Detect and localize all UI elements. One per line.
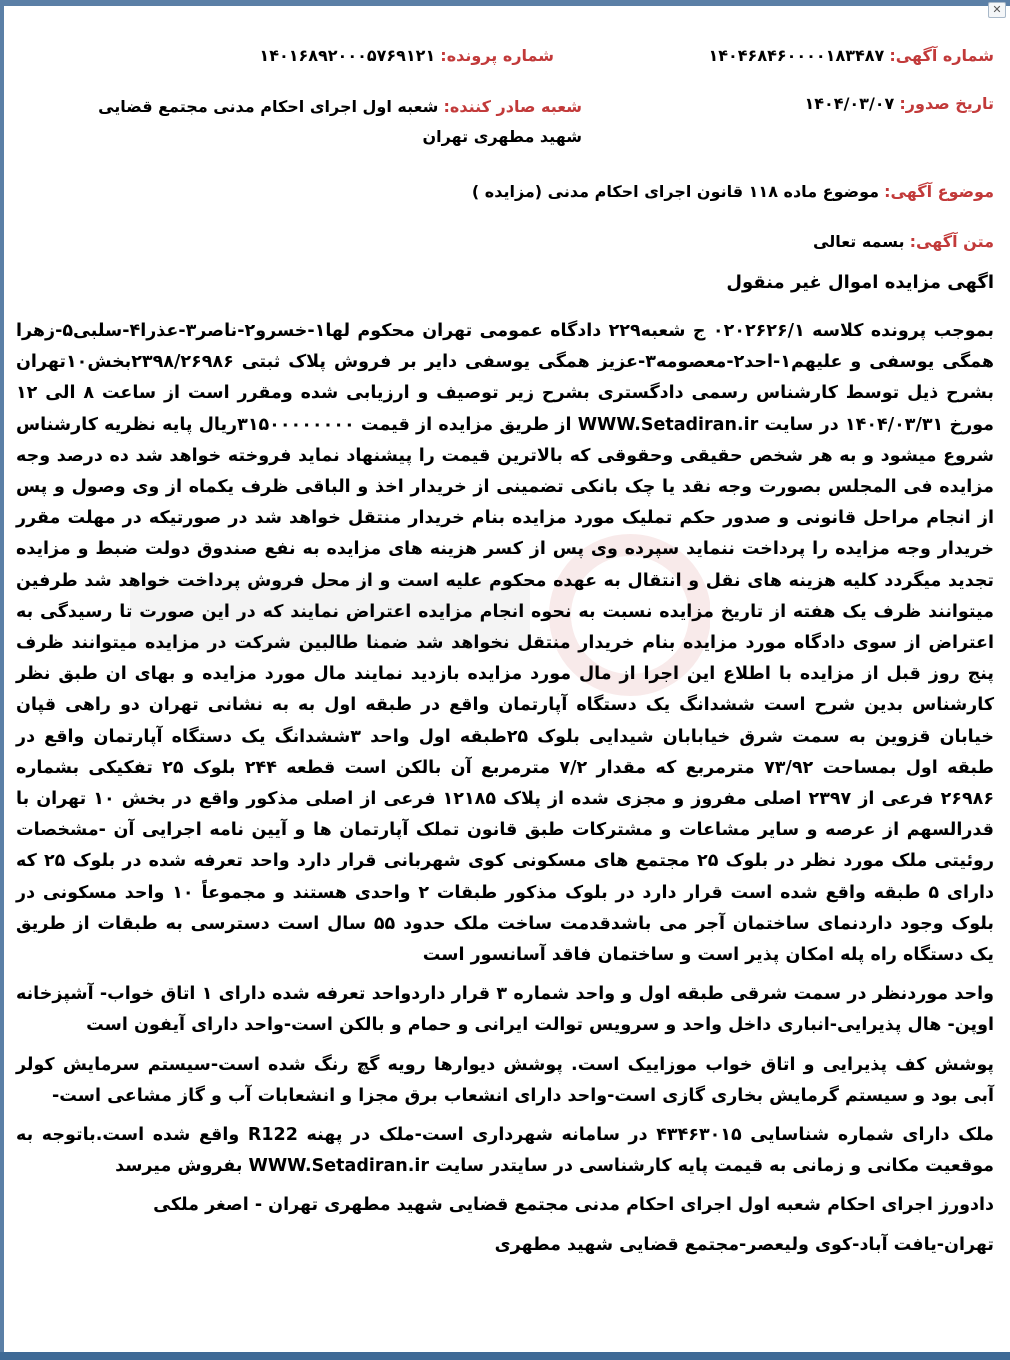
issue-date-row (805, 94, 995, 113)
text-intro-row (813, 232, 994, 251)
issuer-block (62, 92, 582, 152)
issue-date: ۱۴۰۴/۰۳/۰۷ (804, 94, 895, 113)
text-label: متن آگهی: (909, 232, 994, 251)
body-paragraph-1 (16, 316, 994, 971)
issuer-name: شعبه اول اجرای احکام مدنی مجتمع قضایی شهید مطهری تهران (98, 97, 582, 146)
body-paragraph-4-start: ملک دارای شماره شناسایی ۴۳۴۶۳۰۱۵ در سامانه شهرداری است-ملک در پهنه (306, 1125, 995, 1146)
issue-date-label: تاریخ صدور: (899, 94, 994, 113)
subject-row (472, 182, 994, 201)
window-top-border (0, 0, 1010, 6)
setadiran-link-2[interactable]: WWW.Setadiran.ir (248, 1156, 430, 1177)
announcement-page (14, 24, 994, 1344)
file-number-label: شماره پرونده: (440, 46, 554, 65)
body-paragraph-3: پوشش کف پذیرایی و اتاق خواب موزاییک است. پوشش دیوارها رویه گچ رنگ شده است-سیستم سرمایش کولر آبی بود و سیستم گرمایش بخاری گازی است-واحد دارای انشعاب برق مجزا و انشعابات آب و گاز مشاعی است- (16, 1054, 994, 1106)
body-paragraph-1-rest: از طریق مزایده از قیمت ۳۱۵۰۰۰۰۰۰۰۰ریال پایه نظریه کارشناس شروع میشود و به هر شخص حقیقی وحقوقی که بالاترین قیمت را پیشنهاد نماید فروخته خواهد شد ده درصد وجه مزایده فی المجلس بصورت وجه نقد یا چک بانکی تضمینی از خریدار اخذ و الباقی ظرف یکماه از وی وصول و پس از انجام مراحل قانونی و صدور حکم تملیک مورد مزایده بنام خریدار منتقل خواهد شد در صورتیکه در مهلت مقرر خریدار وجه مزایده را پرداخت ننماید سپرده وی پس از کسر هزینه های مزایده به نفع صندوق دولت ضبط و مزایده تجدید میگردد کلیه هزینه های نقل و انتقال به عهده محکوم علیه است و از محل فروش پرداخت خواهد شد طرفین میتوانند ظرف یک هفته از تاریخ مزایده نسبت به نحوه انجام مزایده اعتراض نمایند که در این صورت تا رسیدگی به اعتراض از سوی دادگاه مورد مزایده بنام خریدار منتقل نخواهد شد ضمنا طالبین شرکت در مزایده میتوانند ظرف پنج روز قبل از مزایده با اطلاع این اجرا از مال مورد مزایده بازدید نمایند مال مورد مزایده و بهای ان طبق نظر کارشناس بدین شرح است ششدانگ یک دستگاه آپارتمان واقع در طبقه اول به به نشانی تهران دو راهی قپان خیابان قزوین به سمت شرق خیابابان شیدایی بلوک ۲۵طبقه اول واحد ۳ششدانگ یک دستگاه آپارتمان واقع در طبقه اول بمساحت ۷۳/۹۲ مترمربع که مقدار ۷/۲ مترمربع آن بالکن است قطعه ۲۴۴ بلوک ۲۵ تفکیکی بشماره ۲۶۹۸۶ فرعی از ۲۳۹۷ اصلی مفروز و مجزی شده از پلاک ۱۲۱۸۵ فرعی از اصلی مذکور واقع در بخش ۱۰ تهران با قدرالسهم از عرصه و سایر مشاعات و مشترکات طبق قانون تملک آپارتمان ها و آیین نامه اجرایی آن -مشخصات روئیتی ملک مورد نظر در بلوک ۲۵ مجتمع های مسکونی کوی شهربانی قرار دارد واحد تعرفه شده در بلوک ۲۵ که دارای ۵ طبقه واقع شده است قرار دارد در بلوک مذکور طبقات ۲ واحدی هستند و مجموعاً ۱۰ واحد مسکونی در بلوک وجود داردنمای ساختمان آجر می باشدقدمت ساخت ملک حدود ۵۵ سال است دسترسی به طبقات از طریق یک دستگاه راه پله امکان پذیر است و ساختمان فاقد آسانسور است (16, 414, 995, 966)
window-bottom-border (0, 1352, 1010, 1360)
ad-number-row (708, 46, 994, 65)
body-paragraph-4-end: بفروش میرسد (115, 1156, 243, 1177)
setadiran-link[interactable]: WWW.Setadiran.ir (577, 414, 759, 435)
window-left-border (0, 0, 4, 1360)
announcement-title: اگهی مزایده اموال غیر منقول (726, 272, 994, 293)
signature-line: دادورز اجرای احکام شعبه اول اجرای احکام مدنی مجتمع قضایی شهید مطهری تهران - اصغر ملکی (153, 1195, 994, 1216)
address-line: تهران-یافت آباد-کوی ولیعصر-مجتمع قضایی شهید مطهری (494, 1234, 994, 1255)
close-icon[interactable]: ✕ (988, 2, 1006, 18)
subject-label: موضوع آگهی: (884, 182, 994, 201)
body-paragraph-4-middle: واقع شده است.باتوجه به موقعیت مکانی و زمانی به قیمت پایه کارشناسی در سایتدر سایت (16, 1125, 994, 1177)
ad-number-label: شماره آگهی: (889, 46, 994, 65)
body-paragraph-4 (16, 1120, 994, 1182)
file-number-row (259, 46, 554, 65)
issuer-label: شعبه صادر کننده: (443, 97, 582, 116)
file-number: ۱۴۰۱۶۸۹۲۰۰۰۵۷۶۹۱۲۱ (259, 46, 436, 65)
body-paragraph-1-start: بموجب پرونده کلاسه ۰۲۰۲۶۲۶/۱ ج شعبه۲۲۹ دادگاه عمومی تهران محکوم لها۱-خسرو۲-ناصر۳-عذرا۴-سلبی۵-زهرا همگی یوسفی و علیهم۱-احد۲-معصومه۳-عزیز همگی یوسفی دایر بر فروش پلاک ثبتی ۲۳۹۸/۲۶۹۸۶بخش۱۰تهران بشرح ذیل توسط کارشناس رسمی دادگستری بشرح زیر توصیف و ارزیابی شده ومقرر است از ساعت ۸ الی ۱۲ مورخ ۱۴۰۴/۰۳/۳۱ در سایت (16, 321, 995, 435)
body-paragraph-2: واحد موردنظر در سمت شرقی طبقه اول و واحد شماره ۳ قرار داردواحد تعرفه شده دارای ۱ اتاق خواب- آشپزخانه اوپن- هال پذیرایی-انباری داخل واحد و سرویس توالت ایرانی و حمام و بالکن است-واحد دارای آیفون است (16, 984, 994, 1036)
zone-code: R122 (247, 1125, 298, 1146)
subject-text: موضوع ماده ۱۱۸ قانون اجرای احکام مدنی (مزایده ) (471, 182, 880, 201)
announcement-body (16, 316, 994, 1269)
text-intro: بسمه تعالی (813, 232, 905, 251)
ad-number: ۱۴۰۴۶۸۴۶۰۰۰۰۱۸۳۴۸۷ (708, 46, 885, 65)
